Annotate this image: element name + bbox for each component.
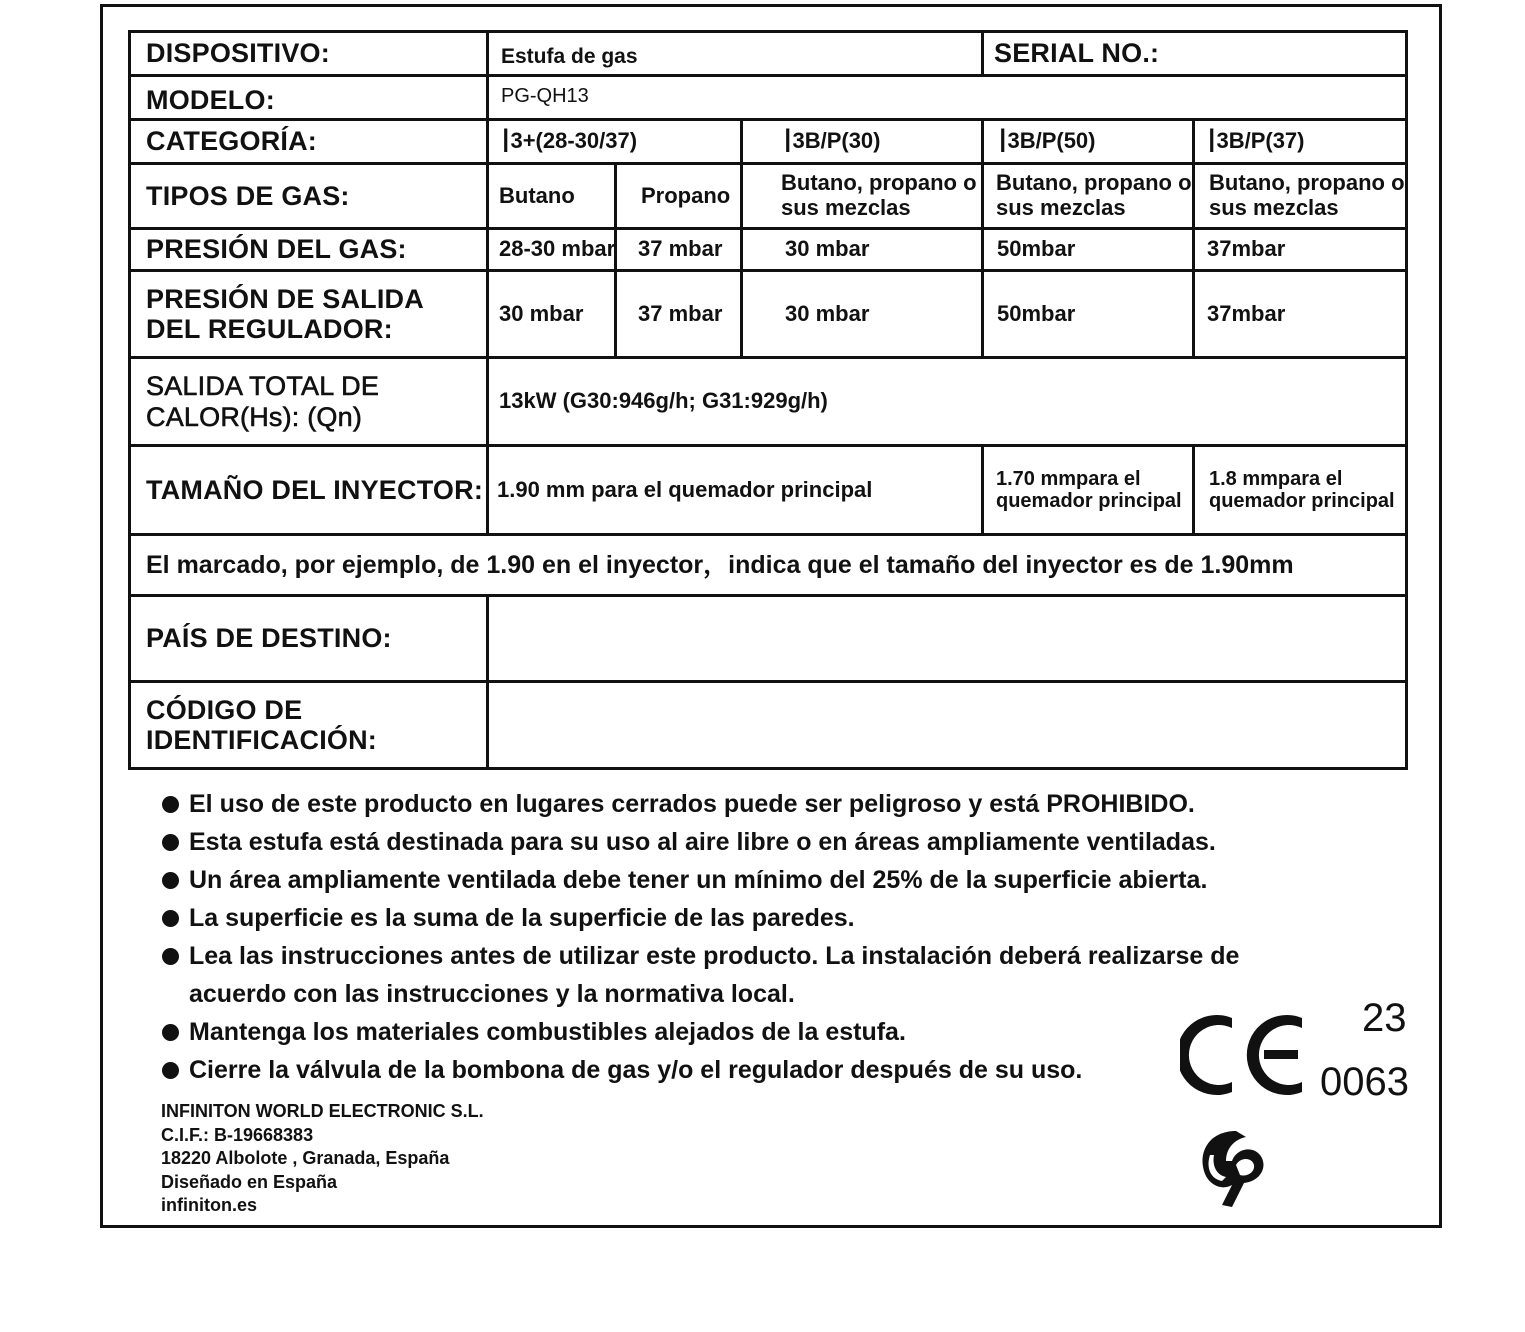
injector-note: El marcado, por ejemplo, de 1.90 en el inyector，indica que el tamaño del inyector es de 1.90mm	[146, 551, 1294, 579]
company-cif: C.I.F.: B-19668383	[161, 1124, 314, 1145]
tipo-propano: Propano	[641, 182, 731, 208]
codigo-label: CÓDIGO DE IDENTIFICACIÓN:	[146, 694, 377, 755]
list-item: Esta estufa está destinada para su uso al aire libre o en áreas ampliamente ventiladas.	[160, 823, 1320, 861]
tipo-mezcla-1: Butano, propano o sus mezclas	[781, 170, 977, 220]
list-item: Mantenga los materiales combustibles alejados de la estufa.	[160, 1013, 1320, 1051]
codigo-value	[489, 683, 1405, 767]
company-web: infiniton.es	[161, 1195, 257, 1215]
calor-label: SALIDA TOTAL DE CALOR(Hs): (Qn)	[146, 371, 380, 432]
bullet-icon	[162, 834, 179, 851]
list-item: Un área ampliamente ventilada debe tener un mínimo del 25% de la superficie abierta.	[160, 861, 1320, 899]
salida-reg-4: 50mbar	[997, 300, 1076, 326]
bullet-icon	[162, 1062, 179, 1079]
list-item: El uso de este producto en lugares cerrados puede ser peligroso y está PROHIBIDO.	[160, 785, 1320, 823]
presion-4: 50mbar	[997, 236, 1076, 262]
inyector-2: 1.70 mmpara el quemador principal	[996, 467, 1182, 512]
tipo-butano: Butano	[499, 182, 575, 208]
salida-reg-1: 30 mbar	[499, 300, 584, 326]
ce-logo-icon	[1180, 1010, 1310, 1100]
list-item: Lea las instrucciones antes de utilizar este producto. La instalación deberá realizarse de acuerdo con las instrucciones y la normativa local.	[160, 937, 1320, 1013]
presion-1: 28-30 mbar	[499, 236, 616, 262]
salida-reg-3: 30 mbar	[785, 300, 870, 326]
bullet-icon	[162, 872, 179, 889]
category-1: I 3+ (28-30/37)	[501, 122, 638, 161]
salida-reg-5: 37mbar	[1207, 300, 1286, 326]
tipo-mezcla-2: Butano, propano o sus mezclas	[996, 170, 1192, 220]
presion-3: 30 mbar	[785, 236, 870, 262]
inyector-label: TAMAÑO DEL INYECTOR:	[146, 474, 484, 505]
presion-2: 37 mbar	[638, 236, 723, 262]
inyector-1: 1.90 mm para el quemador principal	[497, 476, 873, 502]
dispositivo-label: DISPOSITIVO:	[146, 38, 330, 69]
list-item: Cierre la válvula de la bombona de gas y/o el regulador después de su uso.	[160, 1051, 1320, 1089]
company-designed: Diseñado en España	[161, 1171, 338, 1192]
tipos-label: TIPOS DE GAS:	[146, 180, 350, 211]
ce-year: 23	[1362, 996, 1407, 1040]
company-address: 18220 Albolote , Granada, España	[161, 1148, 450, 1168]
category-3: I 3B/P (50)	[998, 122, 1096, 161]
salida-regulador-label: PRESIÓN DE SALIDA DEL REGULADOR:	[146, 283, 423, 344]
presion-5: 37mbar	[1207, 236, 1286, 262]
bullet-icon	[162, 910, 179, 927]
dispositivo-value: Estufa de gas	[501, 44, 638, 68]
calor-value: 13kW (G30:946g/h; G31:929g/h)	[499, 388, 828, 414]
bullet-icon	[162, 948, 179, 965]
pais-label: PAÍS DE DESTINO:	[146, 623, 392, 654]
ce-mark	[1180, 996, 1410, 1108]
modelo-value: PG-QH13	[501, 84, 589, 107]
warning-list	[160, 785, 1320, 1089]
list-item: La superficie es la suma de la superficie de las paredes.	[160, 899, 1320, 937]
salida-reg-2: 37 mbar	[638, 300, 723, 326]
tipo-mezcla-3: Butano, propano o sus mezclas	[1209, 170, 1405, 220]
gas-certification-icon	[1192, 1125, 1272, 1210]
category-4: I 3B/P (37)	[1207, 122, 1305, 161]
ce-body: 0063	[1320, 1060, 1409, 1104]
category-2: I 3B/P (30)	[783, 122, 881, 161]
categoria-label: CATEGORÍA:	[146, 126, 317, 157]
company-name: INFINITON WORLD ELECTRONIC S.L.	[161, 1101, 484, 1121]
company-info	[161, 1100, 484, 1218]
bullet-icon	[162, 1024, 179, 1041]
pais-value	[489, 597, 1405, 680]
serial-label: SERIAL NO.:	[994, 38, 1160, 69]
modelo-label: MODELO:	[146, 85, 275, 116]
presion-label: PRESIÓN DEL GAS:	[146, 234, 407, 265]
bullet-icon	[162, 796, 179, 813]
inyector-3: 1.8 mmpara el quemador principal	[1209, 467, 1395, 512]
